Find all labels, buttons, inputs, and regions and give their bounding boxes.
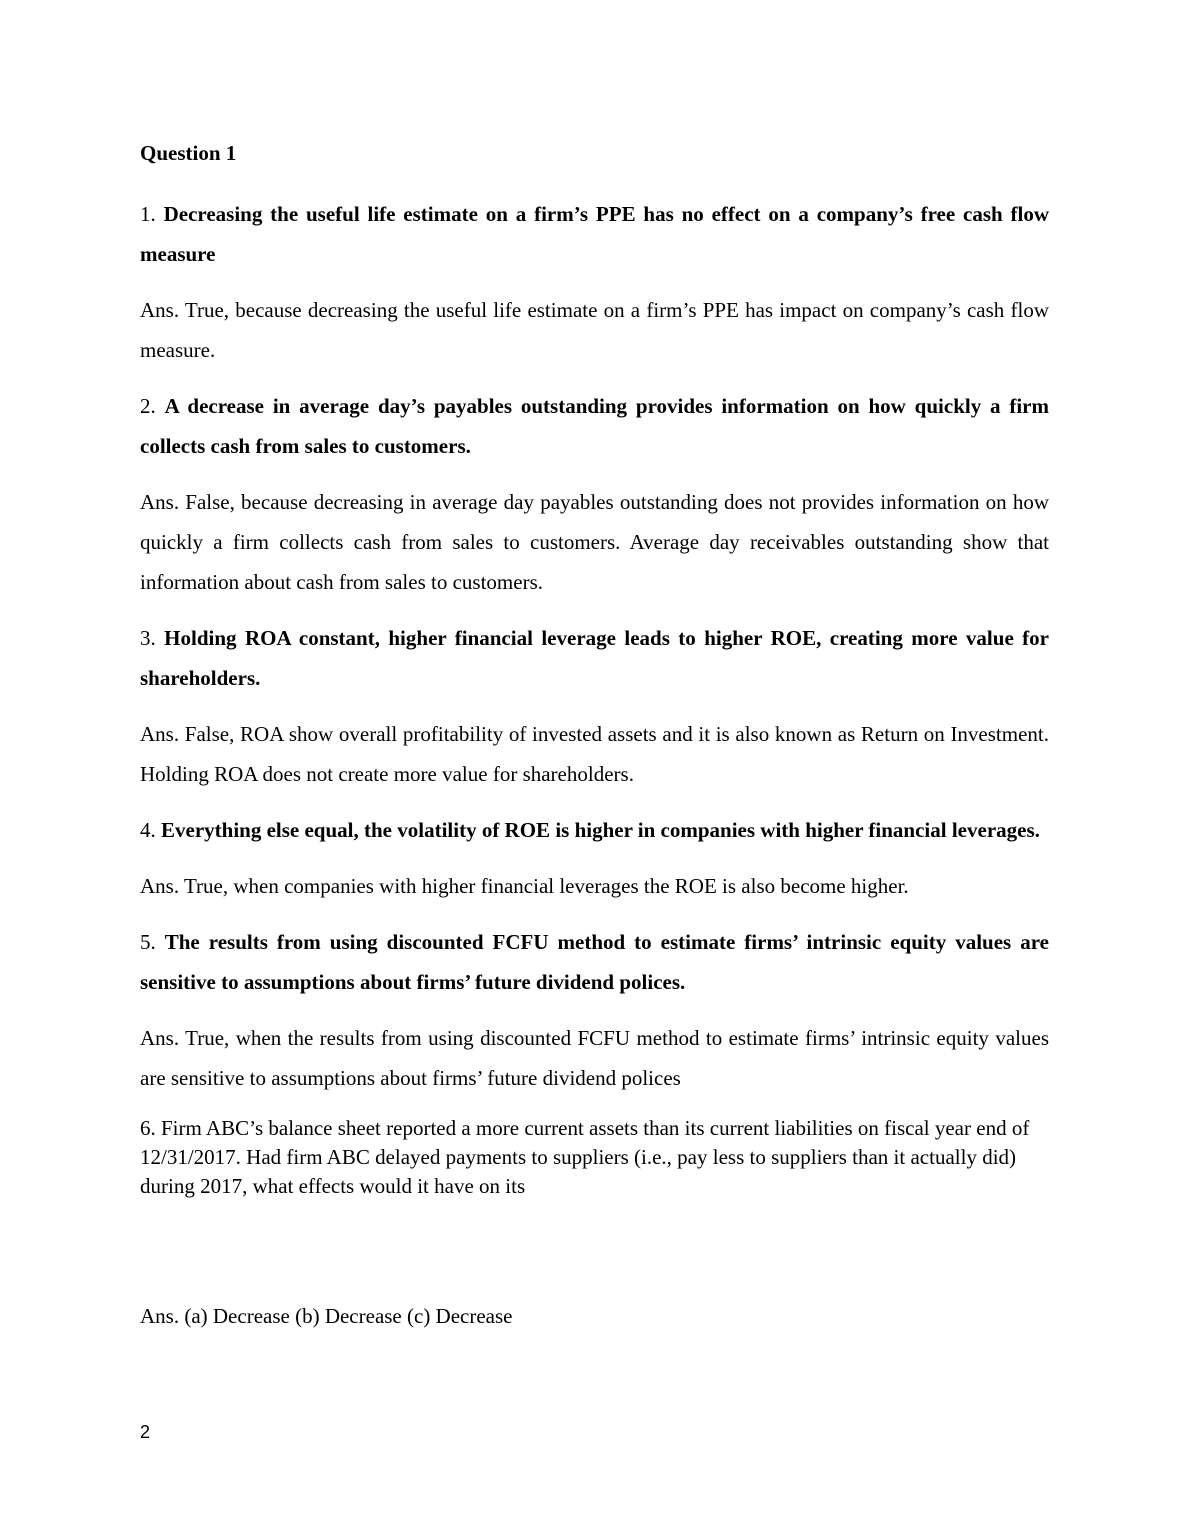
page-content [140,138,1049,1201]
page-number: 2 [140,1422,151,1442]
question-3-text: Holding ROA constant, higher financial leverage leads to higher ROE, creating more value for shareholders. [140,626,1049,690]
answer-4: Ans. True, when companies with higher financial leverages the ROE is also become higher. [140,874,909,898]
question-3-number: 3. [140,626,165,650]
question-4 [140,810,1049,850]
question-heading: Question 1 [140,141,237,165]
question-5-text: The results from using discounted FCFU method to estimate firms’ intrinsic equity values are sensitive to assumptions about firms’ future dividend polices. [140,930,1049,994]
question-5-number: 5. [140,930,165,954]
question-4-number: 4. [140,818,161,842]
answer-1: Ans. True, because decreasing the useful life estimate on a firm’s PPE has impact on company’s cash flow measure. [140,298,1049,362]
question-5 [140,922,1049,1002]
question-1-text: Decreasing the useful life estimate on a firm’s PPE has no effect on a company’s free cash flow measure [140,202,1049,266]
question-2 [140,386,1049,466]
question-2-number: 2. [140,394,165,418]
question-4-text: Everything else equal, the volatility of ROE is higher in companies with higher financial leverages. [161,818,1040,842]
question-3 [140,618,1049,698]
answer-2: Ans. False, because decreasing in average day payables outstanding does not provides information on how quickly a firm collects cash from sales to customers. Average day receivables outstanding show that information about cash from sales to customers. [140,490,1049,594]
question-2-text: A decrease in average day’s payables outstanding provides information on how quickly a firm collects cash from sales to customers. [140,394,1049,458]
question-1-number: 1. [140,202,164,226]
question-6: 6. Firm ABC’s balance sheet reported a more current assets than its current liabilities on fiscal year end of 12/31/2017. Had firm ABC delayed payments to suppliers (i.e., pay less to suppliers than it actually did) during 2017, what effects would it have on its [140,1116,1030,1198]
answer-5: Ans. True, when the results from using discounted FCFU method to estimate firms’ intrinsic equity values are sensitive to assumptions about firms’ future dividend polices [140,1026,1049,1090]
question-1 [140,194,1049,274]
answer-3: Ans. False, ROA show overall profitability of invested assets and it is also known as Return on Investment. Holding ROA does not create more value for shareholders. [140,722,1049,786]
answer-6: Ans. (a) Decrease (b) Decrease (c) Decrease [140,1304,513,1328]
